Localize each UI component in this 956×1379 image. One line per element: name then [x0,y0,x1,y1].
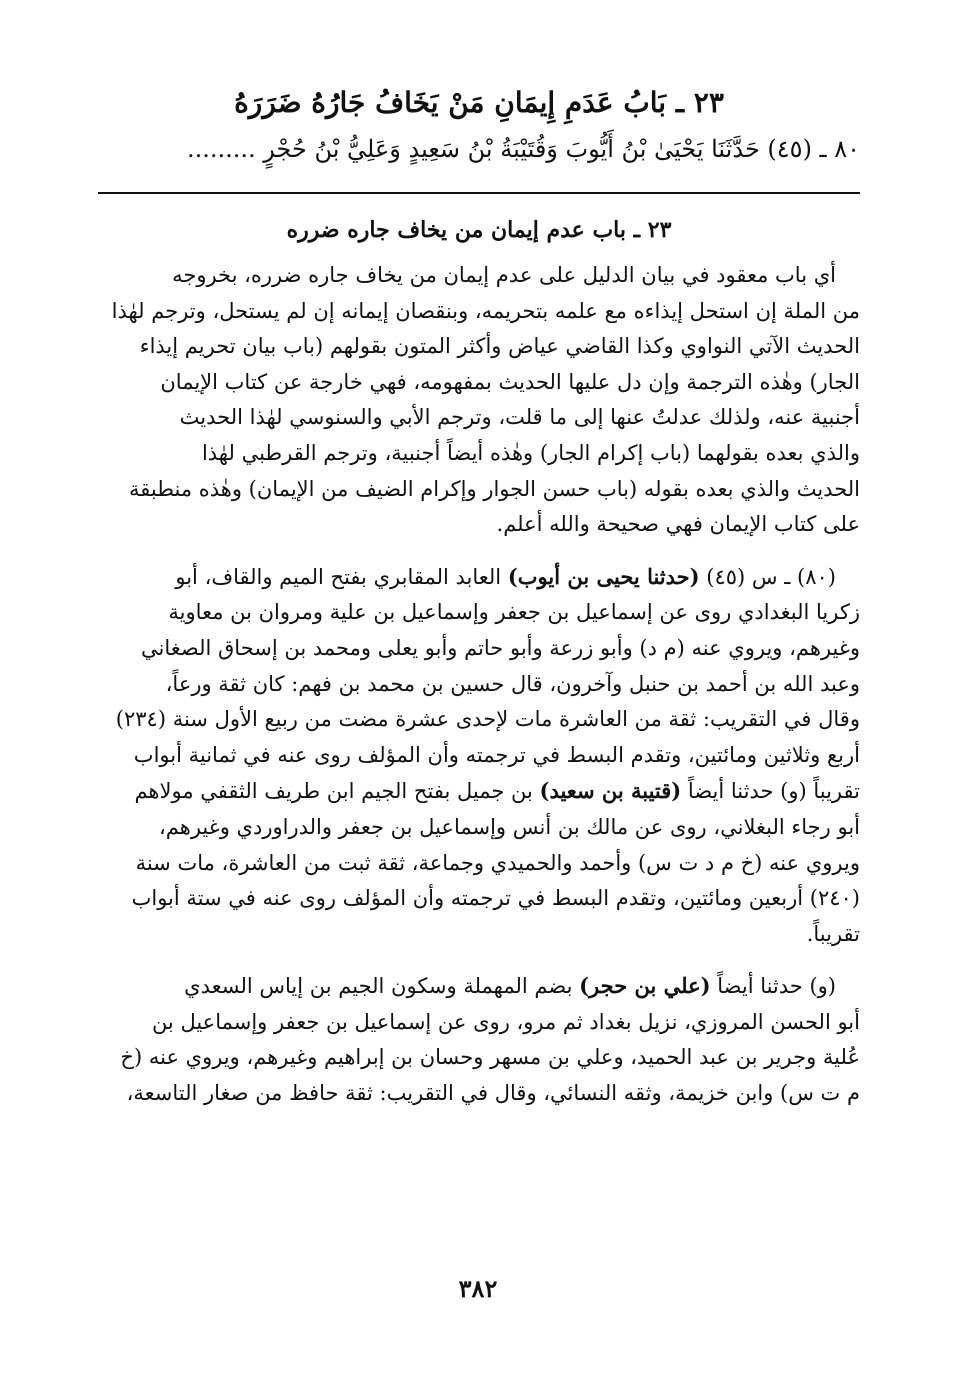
text-line [98,773,860,810]
narrator-ref: (و) حدثنا أيضاً [710,974,836,999]
text-line: أبو الحسن المروزي، نزيل بغداد ثم مرو، روى عن إسماعيل بن جعفر وإسماعيل بن [151,1009,860,1034]
chapter-title: ٢٣ ـ بَابُ عَدَمِ إِيمَانِ مَنْ يَخَافُ جَارُهُ ضَرَرَهُ [234,86,724,119]
narrator-description: العابد المقابري بفتح الميم والقاف، أبو [175,564,508,589]
narrator-description: بن جميل بفتح الجيم ابن طريف الثقفي مولاهم [134,779,540,804]
text-line: أربع وثلاثين ومائتين، وتقدم البسط في ترجمته وأن المؤلف روى عنه في ثمانية أبواب [133,742,860,767]
text-line: الحديث الآتي النواوي وكذا القاضي عياض وأكثر المتون بقولهم (باب بيان تحريم إيذاء [139,334,860,359]
text-line: من الملة إن استحل إيذاءه مع علمه بتحريمه، وبنقصان إيمانه إن لم يستحل، وترجم لهٰذا [111,298,860,323]
text-line: أي باب معقود في بيان الدليل على عدم إيمان من يخاف جاره ضرره، بخروجه [172,263,836,287]
text-line: م ت س) وابن خزيمة، وثقه النسائي، وقال في التقريب: ثقة حافظ من صغار التاسعة، [126,1081,860,1106]
text-line: وعبد الله بن أحمد بن حنبل وآخرون، قال حسين بن محمد بن فهم: كان ثقة ورعاً، [165,671,860,696]
narrator-ref: (٨٠) ـ س (٤٥) [699,564,836,589]
text-line: أجنبية عنه، ولذلك عدلتُ عنها إلى ما قلت، وترجم الأبي والسنوسي لهٰذا الحديث [179,405,860,430]
text-line: ويروي عنه (خ م د ت س) وأحمد والحميدي وجماعة، ثقة ثبت من العاشرة، مات سنة [135,850,860,875]
text-line: الجار) وهٰذه الترجمة وإن دل عليها الحديث بمفهومه، فهي خارجة عن كتاب الإيمان [160,369,860,394]
narrator-name: (قتيبة بن سعيد) [539,778,682,804]
text-line: زكريا البغدادي روى عن إسماعيل بن جعفر وإسماعيل بن علية ومروان بن معاوية [168,600,860,625]
text-line [98,968,860,1005]
narrator-name: (علي بن حجر) [579,973,711,999]
text-line: على كتاب الإيمان فهي صحيحة والله أعلم. [496,512,860,537]
section-heading: ٢٣ ـ باب عدم إيمان من يخاف جاره ضرره [286,217,672,243]
page-number: ٣٨٢ [458,1274,498,1303]
commentary-paragraph-1 [98,258,860,543]
narrator-ref: تقريباً (و) حدثنا أيضاً [681,779,860,804]
text-line: تقريباً. [806,921,860,946]
text-line [98,559,860,596]
separator-rule [98,192,860,194]
text-line: وغيرهم، ويروي عنه (م د) وأبو زرعة وأبو حاتم وأبو يعلى ومحمد بن إسحاق الصغاني [141,635,860,660]
commentary-paragraph-3 [98,968,860,1111]
text-line: (٢٤٠) أربعين ومائتين، وتقدم البسط في ترجمته وأن المؤلف روى عنه في ستة أبواب [131,886,860,911]
text-line: عُلية وجرير بن عبد الحميد، وعلي بن مسهر وحسان بن إبراهيم وغيرهم، ويروي عنه (خ [120,1045,860,1070]
hadith-text: ٨٠ ـ (٤٥) حَدَّثَنَا يَحْيَىٰ بْنُ أَيُّوبَ وَقُتَيْبَةُ بْنُ سَعِيدٍ وَعَلِيُّ بْنُ حُجْرٍ ......... [186,135,860,163]
commentary-paragraph-2 [98,559,860,953]
narrator-name: (حدثنا يحيى بن أيوب) [507,563,700,589]
text-line: الحديث والذي بعده بقوله (باب حسن الجوار وإكرام الضيف من الإيمان) وهٰذه منطبقة [129,476,860,501]
narrator-description: بضم المهملة وسكون الجيم بن إياس السعدي [184,974,580,999]
text-line: أبو رجاء البغلاني، روى عن مالك بن أنس وإسماعيل بن جعفر والدراوردي وغيرهم، [159,814,860,839]
text-line: وقال في التقريب: ثقة من العاشرة مات لإحدى عشرة مضت من ربيع الأول سنة (٢٣٤) [115,707,860,732]
text-line: والذي بعده بقولهما (باب إكرام الجار) وهٰذه أيضاً أجنبية، وترجم القرطبي لهٰذا [201,440,860,465]
